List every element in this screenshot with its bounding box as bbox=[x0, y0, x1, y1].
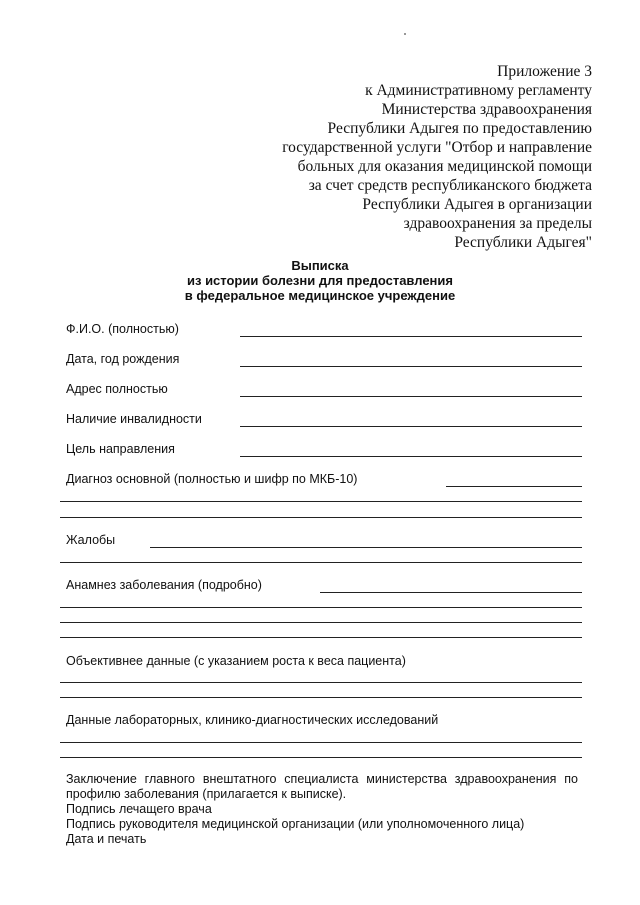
document-title bbox=[0, 258, 640, 303]
scan-dot bbox=[404, 33, 406, 35]
complaints-field-line[interactable] bbox=[60, 562, 582, 563]
birth-date-field-line[interactable] bbox=[240, 366, 582, 367]
appendix-line: Министерства здравоохранения bbox=[381, 101, 592, 118]
address-field-line[interactable] bbox=[240, 396, 582, 397]
appendix-line: Республики Адыгея" bbox=[454, 234, 592, 251]
head-signature-label: Подпись руководителя медицинской организации (или уполномоченного лица) bbox=[66, 817, 525, 831]
appendix-header bbox=[192, 62, 592, 252]
title-line: из истории болезни для предоставления bbox=[187, 273, 453, 288]
complaints-label: Жалобы bbox=[66, 533, 116, 547]
disability-field-line[interactable] bbox=[240, 426, 582, 427]
diagnosis-field-line[interactable] bbox=[60, 501, 582, 502]
fio-label: Ф.И.О. (полностью) bbox=[66, 322, 179, 336]
objective-data-field-line[interactable] bbox=[60, 682, 582, 683]
appendix-line: Республики Адыгея в организации bbox=[362, 196, 592, 213]
lab-data-label: Данные лабораторных, клинико-диагностических исследований bbox=[66, 713, 439, 727]
anamnesis-field-line[interactable] bbox=[320, 592, 582, 593]
diagnosis-label: Диагноз основной (полностью и шифр по МКБ-10) bbox=[66, 472, 358, 486]
appendix-line: больных для оказания медицинской помощи bbox=[297, 158, 592, 175]
footer-block bbox=[66, 772, 578, 847]
diagnosis-field-line[interactable] bbox=[446, 486, 582, 487]
lab-data-field-line[interactable] bbox=[60, 757, 582, 758]
anamnesis-field-line[interactable] bbox=[60, 637, 582, 638]
objective-data-field-line[interactable] bbox=[60, 697, 582, 698]
doctor-signature-label: Подпись лечащего врача bbox=[66, 802, 212, 816]
address-label: Адрес полностью bbox=[66, 382, 168, 396]
objective-data-label: Объективнее данные (с указанием роста к веса пациента) bbox=[66, 654, 406, 668]
disability-label: Наличие инвалидности bbox=[66, 412, 202, 426]
appendix-line: Республики Адыгея по предоставлению bbox=[327, 120, 592, 137]
lab-data-field-line[interactable] bbox=[60, 742, 582, 743]
appendix-line: за счет средств республиканского бюджета bbox=[308, 177, 592, 194]
date-seal-label: Дата и печать bbox=[66, 832, 147, 846]
anamnesis-label: Анамнез заболевания (подробно) bbox=[66, 578, 262, 592]
conclusion-text: Заключение главного внештатного специалиста министерства здравоохранения по bbox=[66, 772, 578, 786]
purpose-field-line[interactable] bbox=[240, 456, 582, 457]
appendix-line: к Административному регламенту bbox=[365, 82, 592, 99]
anamnesis-field-line[interactable] bbox=[60, 622, 582, 623]
complaints-field-line[interactable] bbox=[150, 547, 582, 548]
title-line: в федеральное медицинское учреждение bbox=[184, 288, 456, 303]
purpose-label: Цель направления bbox=[66, 442, 175, 456]
fio-field-line[interactable] bbox=[240, 336, 582, 337]
title-line: Выписка bbox=[291, 258, 349, 273]
appendix-line: здравоохранения за пределы bbox=[403, 215, 592, 232]
conclusion-text: профилю заболевания (прилагается к выписке). bbox=[66, 787, 347, 801]
appendix-line: Приложение 3 bbox=[497, 63, 592, 80]
anamnesis-field-line[interactable] bbox=[60, 607, 582, 608]
diagnosis-field-line[interactable] bbox=[60, 517, 582, 518]
birth-date-label: Дата, год рождения bbox=[66, 352, 180, 366]
appendix-line: государственной услуги "Отбор и направление bbox=[282, 139, 592, 156]
